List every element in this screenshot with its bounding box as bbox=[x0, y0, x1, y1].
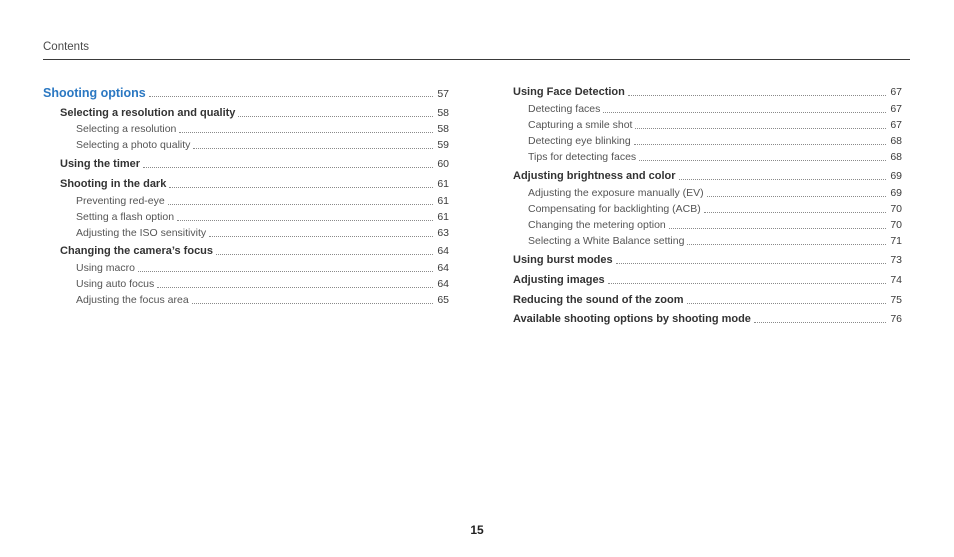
toc-entry-page: 70 bbox=[890, 219, 902, 231]
toc-entry-title: Adjusting the ISO sensitivity bbox=[76, 227, 207, 239]
toc-entry-page: 67 bbox=[890, 86, 902, 98]
toc-entry-page: 61 bbox=[437, 211, 449, 223]
dot-leader bbox=[157, 287, 433, 288]
toc-entry-title: Reducing the sound of the zoom bbox=[513, 294, 684, 306]
toc-entry-title: Selecting a resolution bbox=[76, 123, 177, 135]
toc-entry-title: Shooting options bbox=[43, 86, 146, 100]
toc-entry[interactable] bbox=[513, 274, 902, 286]
toc-entry-title: Using auto focus bbox=[76, 278, 155, 290]
toc-entry-title: Tips for detecting faces bbox=[528, 151, 637, 163]
dot-leader bbox=[209, 236, 433, 237]
toc-entry-page: 74 bbox=[890, 274, 902, 286]
toc-entry-page: 71 bbox=[890, 235, 902, 247]
dot-leader bbox=[628, 95, 886, 96]
dot-leader bbox=[616, 263, 887, 264]
toc-entry-title: Adjusting the focus area bbox=[76, 294, 189, 306]
toc-entry[interactable] bbox=[513, 187, 902, 199]
toc-entry-page: 75 bbox=[890, 294, 902, 306]
dot-leader bbox=[669, 228, 887, 229]
toc-entry-title: Selecting a resolution and quality bbox=[60, 107, 236, 119]
toc-entry[interactable] bbox=[43, 245, 449, 257]
dot-leader bbox=[169, 187, 433, 188]
toc-entry-page: 69 bbox=[890, 187, 902, 199]
toc-entry[interactable] bbox=[513, 86, 902, 98]
dot-leader bbox=[238, 116, 433, 117]
dot-leader bbox=[177, 220, 433, 221]
page-number: 15 bbox=[470, 523, 484, 537]
toc-entry-page: 64 bbox=[437, 262, 449, 274]
toc-entry[interactable] bbox=[513, 170, 902, 182]
dot-leader bbox=[216, 254, 433, 255]
dot-leader bbox=[168, 204, 434, 205]
toc-entry[interactable] bbox=[513, 203, 902, 215]
toc-entry[interactable] bbox=[43, 211, 449, 223]
dot-leader bbox=[192, 303, 434, 304]
dot-leader bbox=[179, 132, 433, 133]
toc-entry-page: 58 bbox=[437, 123, 449, 135]
toc-entry-title: Compensating for backlighting (ACB) bbox=[528, 203, 701, 215]
dot-leader bbox=[687, 244, 886, 245]
dot-leader bbox=[639, 160, 886, 161]
toc-entry-page: 58 bbox=[437, 107, 449, 119]
toc-entry-title: Adjusting images bbox=[513, 274, 605, 286]
dot-leader bbox=[608, 283, 887, 284]
toc-entry-title: Shooting in the dark bbox=[60, 178, 167, 190]
toc-entry[interactable] bbox=[43, 158, 449, 170]
toc-entry-page: 61 bbox=[437, 178, 449, 190]
toc-entry-title: Changing the metering option bbox=[528, 219, 666, 231]
toc-entry-page: 57 bbox=[437, 88, 449, 100]
toc-entry[interactable] bbox=[43, 123, 449, 135]
dot-leader bbox=[707, 196, 887, 197]
toc-entry-title: Detecting eye blinking bbox=[528, 135, 631, 147]
toc-entry-title: Changing the camera’s focus bbox=[60, 245, 214, 257]
toc-entry[interactable] bbox=[513, 119, 902, 131]
toc-entry-page: 73 bbox=[890, 254, 902, 266]
toc-entry-page: 70 bbox=[890, 203, 902, 215]
dot-leader bbox=[193, 148, 433, 149]
toc-entry[interactable] bbox=[43, 278, 449, 290]
toc-entry-title: Selecting a photo quality bbox=[76, 139, 191, 151]
toc-entry-title: Setting a flash option bbox=[76, 211, 175, 223]
toc-entry[interactable] bbox=[513, 313, 902, 325]
toc-entry-title: Using macro bbox=[76, 262, 135, 274]
toc-entry[interactable] bbox=[43, 86, 449, 100]
toc-entry[interactable] bbox=[43, 139, 449, 151]
toc-entry-page: 67 bbox=[890, 103, 902, 115]
contents-header-label: Contents bbox=[43, 41, 90, 53]
toc-entry-title: Detecting faces bbox=[528, 103, 601, 115]
toc-entry-page: 64 bbox=[437, 278, 449, 290]
toc-entry-title: Adjusting brightness and color bbox=[513, 170, 676, 182]
toc-entry-title: Selecting a White Balance setting bbox=[528, 235, 685, 247]
dot-leader bbox=[603, 112, 886, 113]
toc-entry[interactable] bbox=[513, 235, 902, 247]
toc-entry-page: 68 bbox=[890, 151, 902, 163]
toc-entry[interactable] bbox=[43, 294, 449, 306]
toc-entry-title: Capturing a smile shot bbox=[528, 119, 633, 131]
toc-entry[interactable] bbox=[513, 254, 902, 266]
toc-entry[interactable] bbox=[513, 151, 902, 163]
header-divider bbox=[43, 59, 910, 60]
toc-entry-title: Adjusting the exposure manually (EV) bbox=[528, 187, 704, 199]
toc-entry-title: Available shooting options by shooting mode bbox=[513, 313, 751, 325]
toc-entry[interactable] bbox=[43, 178, 449, 190]
toc-entry-title: Preventing red-eye bbox=[76, 195, 165, 207]
dot-leader bbox=[754, 322, 886, 323]
dot-leader bbox=[635, 128, 886, 129]
toc-entry-title: Using Face Detection bbox=[513, 86, 625, 98]
toc-entry-page: 68 bbox=[890, 135, 902, 147]
dot-leader bbox=[143, 167, 433, 168]
toc-entry[interactable] bbox=[43, 107, 449, 119]
toc-entry[interactable] bbox=[513, 103, 902, 115]
dot-leader bbox=[138, 271, 433, 272]
dot-leader bbox=[687, 303, 887, 304]
dot-leader bbox=[149, 96, 434, 97]
toc-entry[interactable] bbox=[513, 294, 902, 306]
toc-entry-page: 67 bbox=[890, 119, 902, 131]
toc-entry-page: 64 bbox=[437, 245, 449, 257]
toc-entry-page: 61 bbox=[437, 195, 449, 207]
toc-entry-page: 65 bbox=[437, 294, 449, 306]
toc-entry-title: Using burst modes bbox=[513, 254, 613, 266]
toc-entry-page: 63 bbox=[437, 227, 449, 239]
toc-entry-page: 60 bbox=[437, 158, 449, 170]
dot-leader bbox=[679, 179, 887, 180]
toc-entry-page: 69 bbox=[890, 170, 902, 182]
toc-entry[interactable] bbox=[43, 227, 449, 239]
toc-entry[interactable] bbox=[513, 219, 902, 231]
toc-entry-page: 76 bbox=[890, 313, 902, 325]
dot-leader bbox=[704, 212, 887, 213]
toc-entry[interactable] bbox=[43, 195, 449, 207]
dot-leader bbox=[634, 144, 887, 145]
toc-entry[interactable] bbox=[43, 262, 449, 274]
toc-entry[interactable] bbox=[513, 135, 902, 147]
toc-entry-title: Using the timer bbox=[60, 158, 141, 170]
toc-entry-page: 59 bbox=[437, 139, 449, 151]
